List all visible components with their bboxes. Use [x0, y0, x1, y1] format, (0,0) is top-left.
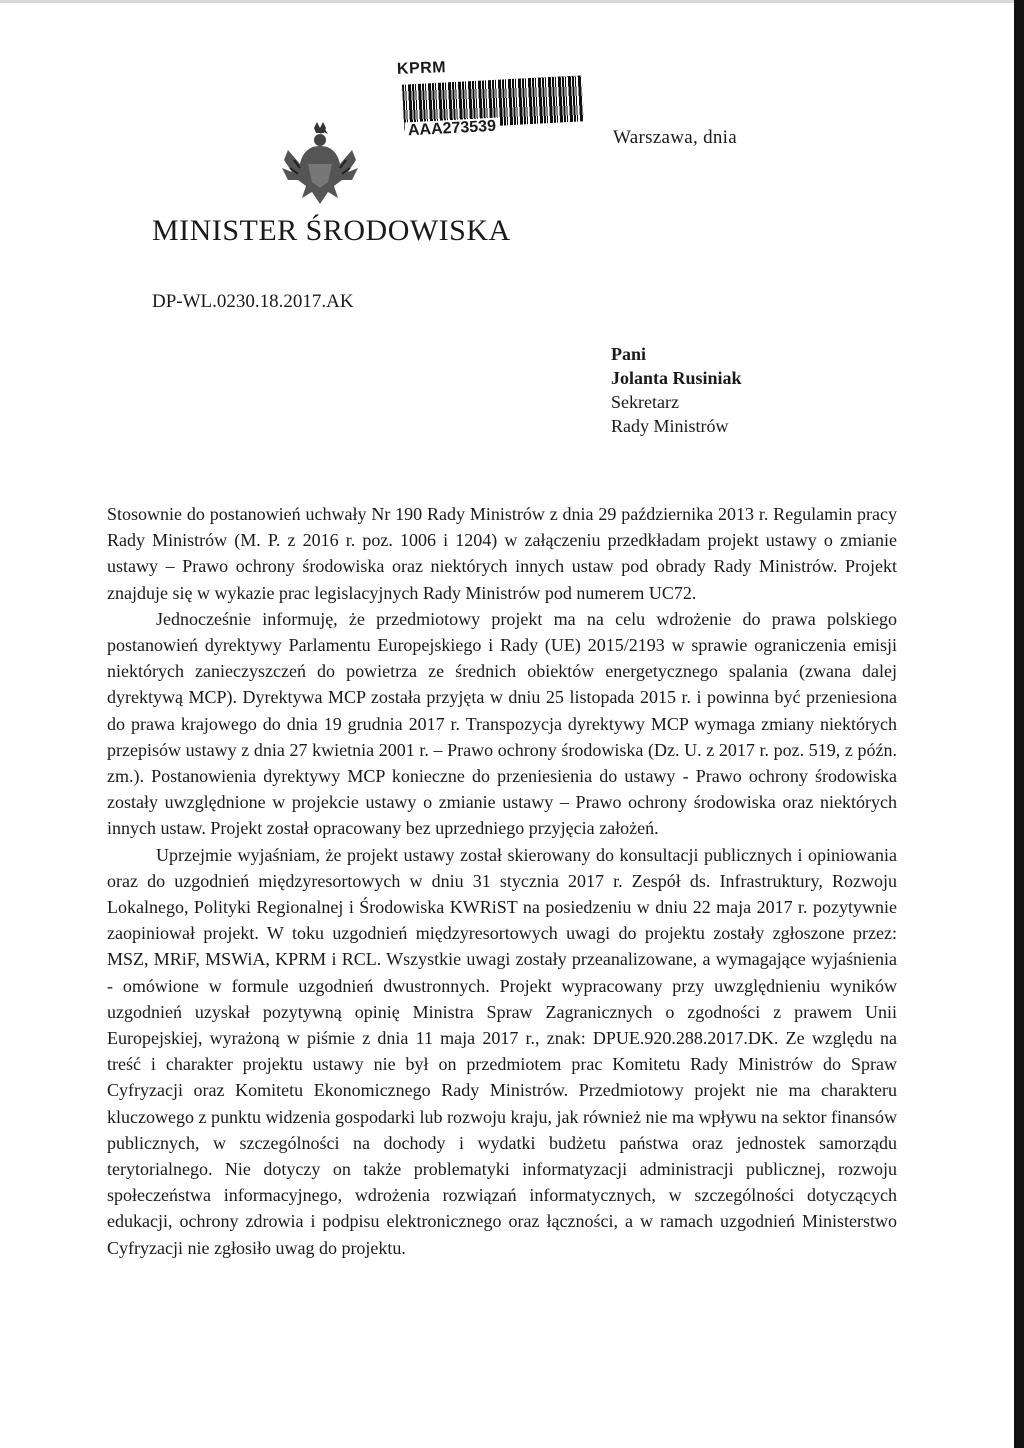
reference-number: DP-WL.0230.18.2017.AK [152, 291, 354, 312]
letter-body [107, 501, 897, 1261]
addressee-name: Jolanta Rusiniak [611, 368, 742, 388]
addressee-title: Sekretarz [611, 392, 679, 412]
addressee-body: Rady Ministrów [611, 416, 729, 436]
addressee-salutation: Pani [611, 344, 647, 364]
addressee-block [611, 342, 742, 438]
scan-edge [1014, 0, 1024, 1448]
barcode-number: AAA273539 [405, 118, 500, 141]
scan-top-line [0, 0, 1024, 3]
paragraph: Stosownie do postanowień uchwały Nr 190 Rady Ministrów z dnia 29 października 2013 r. Regulamin pracy Rady Ministrów (M. P. z 2016 r. poz. 1006 i 1204) w załączeniu przedkładam projekt ustawy o zmianie ustawy – Prawo ochrony środowiska oraz niektórych innych ustaw pod obrady Rady Ministrów. Projekt znajduje się w wykazie prac legislacyjnych Rady Ministrów pod numerem UC72. [107, 504, 897, 603]
ministry-heading: MINISTER ŚRODOWISKA [152, 214, 511, 247]
paragraph: Jednocześnie informuję, że przedmiotowy projekt ma na celu wdrożenie do prawa polskiego postanowień dyrektywy Parlamentu Europejskiego i Rady (UE) 2015/2193 w sprawie ograniczenia emisji niektórych zanieczyszczeń do powietrza ze średnich obiektów energetycznego spalania (zwana dalej dyrektywą MCP). Dyrektywa MCP została przyjęta w dniu 25 listopada 2015 r. i powinna być przeniesiona do prawa krajowego do dnia 19 grudnia 2017 r. Transpozycja dyrektywy MCP wymaga zmiany niektórych przepisów ustawy z dnia 27 kwietnia 2001 r. – Prawo ochrony środowiska (Dz. U. z 2017 r. poz. 519, z późn. zm.). Postanowienia dyrektywy MCP konieczne do przeniesienia do ustawy - Prawo ochrony środowiska zostały uwzględnione w projekcie ustawy o zmianie ustawy – Prawo ochrony środowiska oraz niektórych innych ustaw. Projekt został opracowany bez uprzedniego przyjęcia założeń. [107, 608, 897, 839]
paragraph: Uprzejmie wyjaśniam, że projekt ustawy został skierowany do konsultacji publicznych i opiniowania oraz do uzgodnień międzyresortowych w dniu 31 stycznia 2017 r. Zespół ds. Infrastruktury, Rozwoju Lokalnego, Polityki Regionalnej i Środowiska KWRiST na posiedzeniu w dniu 22 maja 2017 r. pozytywnie zaopiniował projekt. W toku uzgodnień międzyresortowych uwagi do projektu zostały zgłoszone przez: MSZ, MRiF, MSWiA, KPRM i RCL. Wszystkie uwagi zostały przeanalizowane, a wymagające wyjaśnienia - omówione w formule uzgodnień dwustronnych. Projekt wypracowany przy uwzględnieniu wyników uzgodnień uzyskał pozytywną opinię Ministra Spraw Zagranicznych o zgodności z prawem Unii Europejskiej, wyrażoną w piśmie z dnia 11 maja 2017 r., znak: DPUE.920.288.2017.DK. Ze względu na treść i charakter projektu ustawy nie był on przedmiotem prac Komitetu Rady Ministrów do Spraw Cyfryzacji oraz Komitetu Ekonomicznego Rady Ministrów. Przedmiotowy projekt nie ma charakteru kluczowego z punktu widzenia gospodarki lub rozwoju kraju, jak również nie ma wpływu na sektor finansów publicznych, w szczególności na dochody i wydatki budżetu państwa oraz jednostek samorządu terytorialnego. Nie dotyczy on także problematyki informatyzacji administracji publicznej, rozwoju społeczeństwa informacyjnego, wdrożenia rozwiązań informatycznych, w szczególności dotyczących edukacji, ochrony zdrowia i podpisu elektronicznego oraz łączności, a w ramach uzgodnień Ministerstwo Cyfryzacji nie zgłosiło uwag do projektu. [107, 844, 897, 1258]
stamp-label: KPRM [396, 59, 447, 78]
city-date: Warszawa, dnia [613, 127, 737, 148]
eagle-emblem-icon [278, 120, 362, 210]
